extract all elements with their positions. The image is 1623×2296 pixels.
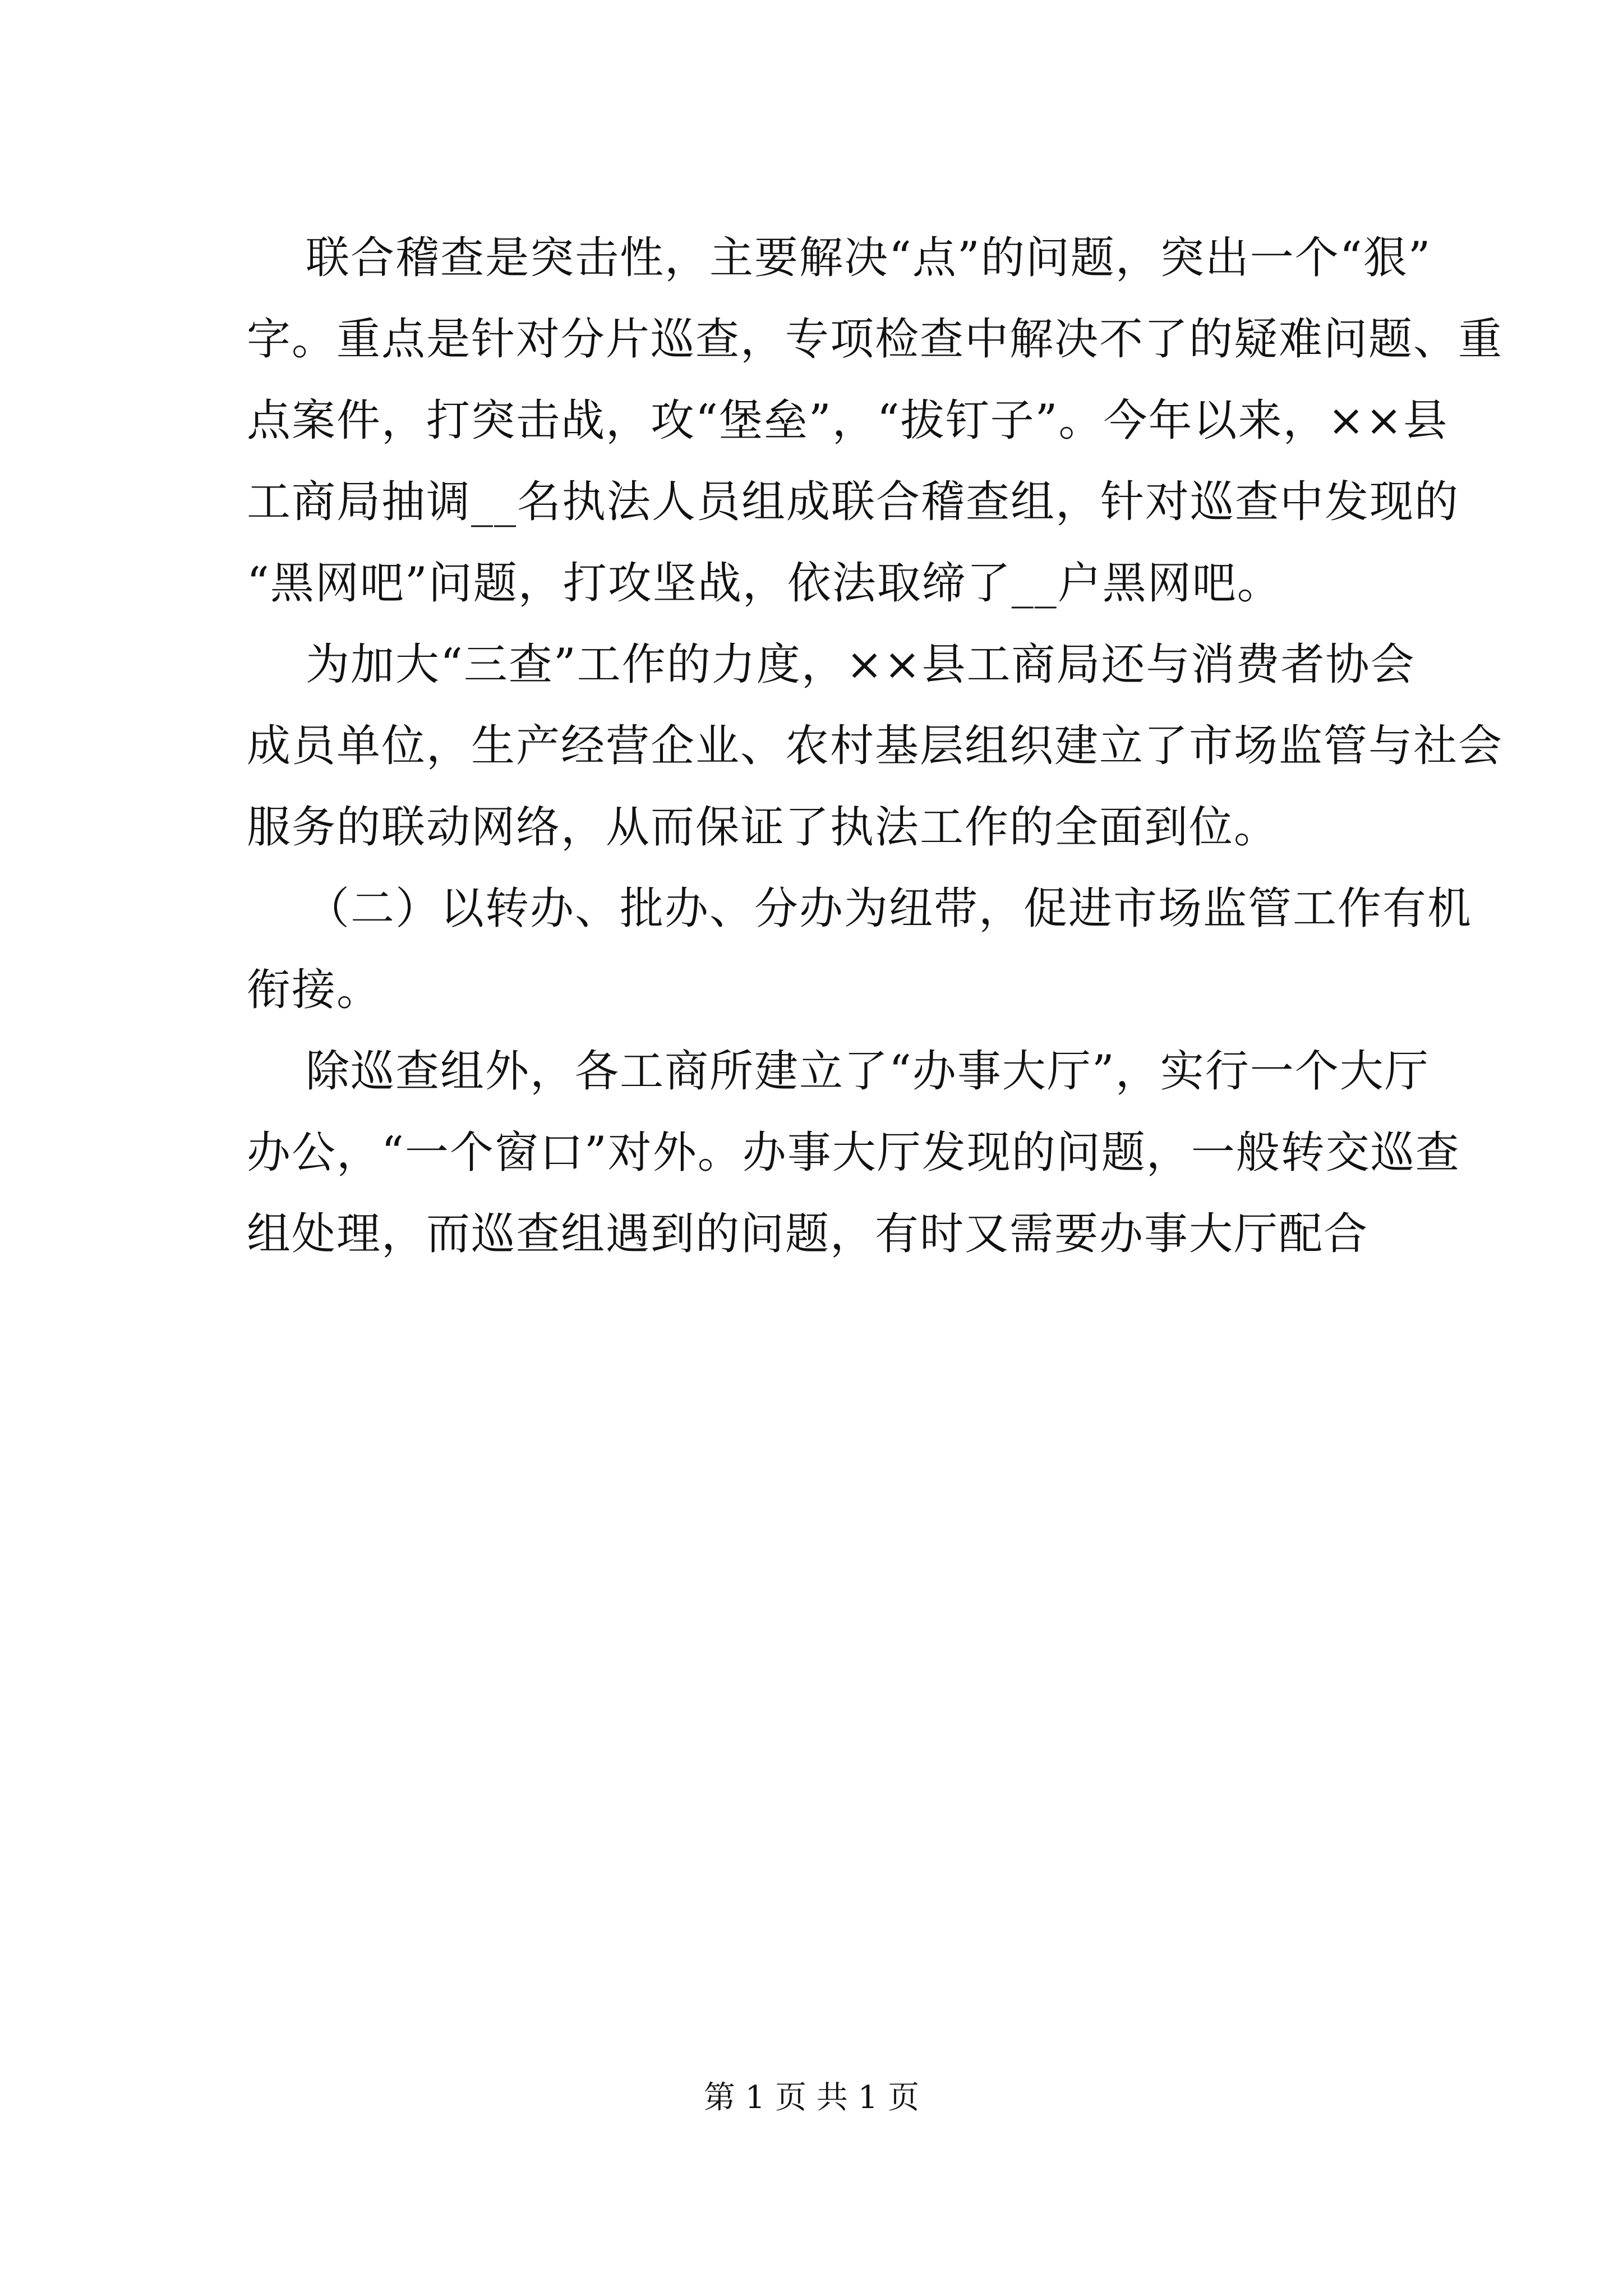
- paragraph-line: 服务的联动网络，从而保证了执法工作的全面到位。: [247, 802, 1279, 853]
- paragraph-line: 字。重点是针对分片巡查，专项检查中解决不了的疑难问题、重: [247, 314, 1504, 365]
- paragraph-line: 除巡查组外，各工商所建立了“办事大厅”，实行一个大厅: [306, 1046, 1430, 1097]
- paragraph-line: 成员单位，生产经营企业、农村基层组织建立了市场监管与社会: [247, 721, 1504, 771]
- paragraph-line: 办公，“一个窗口”对外。办事大厅发现的问题，一般转交巡查: [247, 1128, 1460, 1178]
- paragraph-line: 衔接。: [247, 965, 382, 1015]
- paragraph-line: 组处理，而巡查组遇到的问题，有时又需要办事大厅配合: [247, 1209, 1369, 1259]
- paragraph-line: 为加大“三查”工作的力度，××县工商局还与消费者协会: [306, 639, 1415, 690]
- paragraph-line: 联合稽查是突击性，主要解决“点”的问题，突出一个“狠”: [306, 233, 1432, 283]
- paragraph-line: 工商局抽调__名执法人员组成联合稽查组，针对巡查中发现的: [247, 477, 1460, 527]
- paragraph-line: 点案件，打突击战，攻“堡垒”，“拔钉子”。今年以来，××县: [247, 395, 1449, 446]
- page-number-footer: 第 1 页 共 1 页: [703, 2079, 920, 2116]
- paragraph-line: “黑网吧”问题，打攻坚战，依法取缔了__户黑网吧。: [247, 558, 1282, 609]
- paragraph-line: （二）以转办、批办、分办为纽带，促进市场监管工作有机: [306, 884, 1473, 934]
